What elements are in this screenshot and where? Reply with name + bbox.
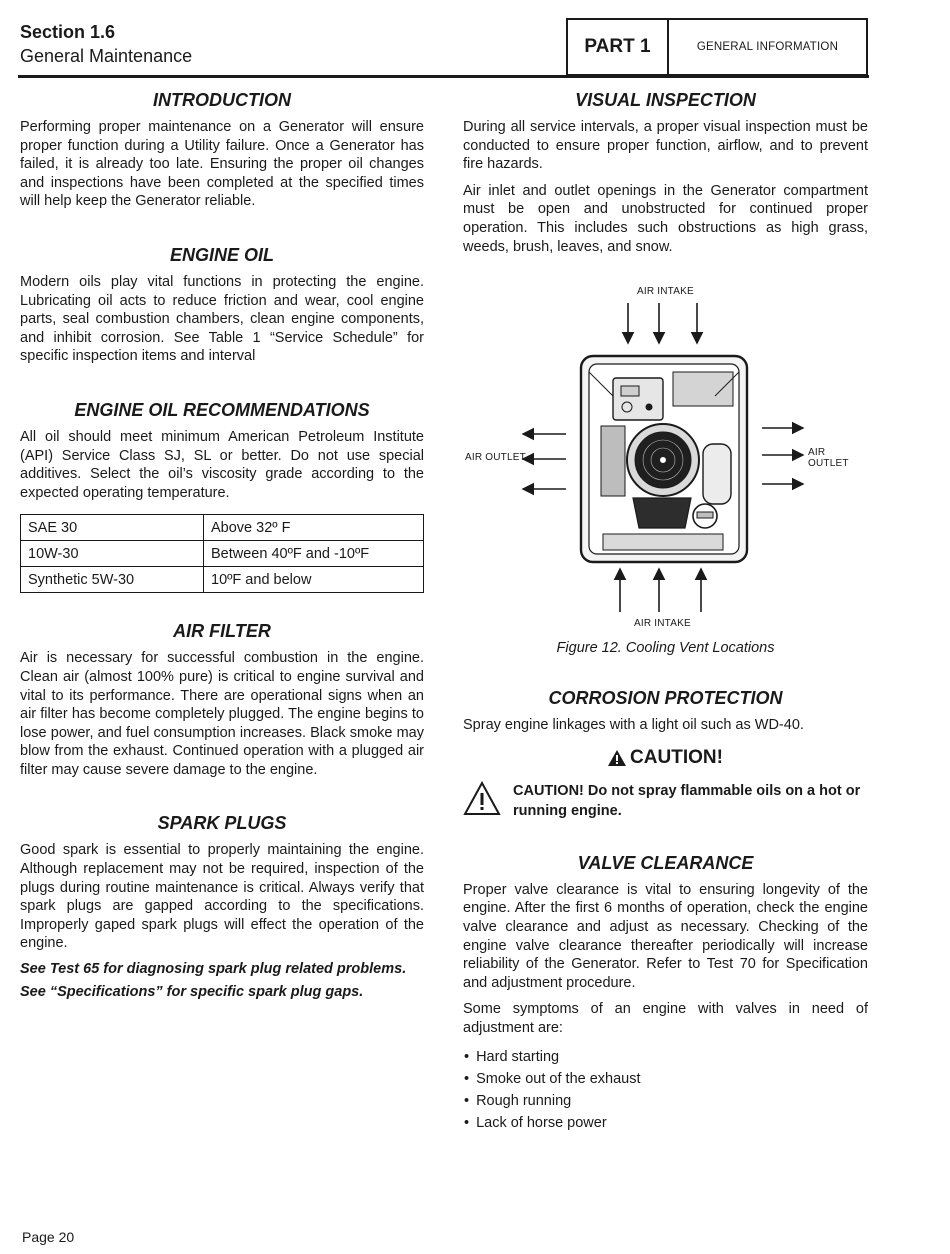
section-title: General Maintenance [20,46,193,66]
oil-recommendations-text: All oil should meet minimum American Petroleum Institute (API) Service Class SJ, SL or better. Do not use special additives. Select the oil’s viscosity grade according to the expected operating temperature. [20,428,424,501]
oil-viscosity-table [20,514,424,593]
page-number: Page 20 [22,1229,75,1245]
spark-plug-note-test: See Test 65 for diagnosing spark plug related problems. [20,961,407,978]
table-cell-grade: Synthetic 5W-30 [21,567,204,593]
engine-oil-text: Modern oils play vital functions in protecting the engine. Lubricating oil acts to reduce friction and wear, cool engine parts, seal combustion chambers, clean engine components, and inhibit corrosion. See Table 1 “Service Schedule” for specific inspection items and interval [20,273,424,365]
air-intake-bottom-label: AIR INTAKE [634,618,691,630]
warning-triangle-icon [463,781,501,817]
air-outlet-right-label: AIR OUTLET [808,447,849,470]
generator-diagram-svg [463,276,868,636]
table-cell-grade: SAE 30 [21,515,204,541]
left-column [20,88,424,1004]
spark-plug-note-specs: See “Specifications” for specific spark plug gaps. [20,984,364,1001]
table-cell-grade: 10W-30 [21,541,204,567]
list-item: • Hard starting [463,1046,868,1068]
caution-box [463,781,868,821]
valve-clearance-text-1: Proper valve clearance is vital to ensuring longevity of the engine. After the first 6 months of operation, check the engine valve clearance and adjust as necessary. Checking of the engine valve clearance thereafter periodically will increase reliability of the Generator. Refer to Test 70 for Specification and adjustment procedure. [463,881,868,991]
cooling-vent-figure [463,276,868,636]
figure-caption: Figure 12. Cooling Vent Locations [556,640,775,657]
air-outlet-left-label: AIR OUTLET [465,452,526,464]
spark-plugs-text: Good spark is essential to properly maintaining the engine. Although replacement may not be required, inspection of the plugs during routine maintenance is critical. Always verify that spark plugs are gapped according to the specifications. Improperly gaped spark plugs will effect the operation of the engine. [20,842,424,952]
list-item: • Rough running [463,1090,868,1112]
caution-title [463,747,868,769]
table-cell-temperature: Between 40ºF and -10ºF [204,541,424,567]
visual-inspection-text-2: Air inlet and outlet openings in the Generator compartment must be open and unobstructed for continued proper operation. This includes such obstructions as high grass, weeds, brush, leaves, and snow. [463,182,868,255]
introduction-text: Performing proper maintenance on a Generator will ensure proper function during a Utility failure. Once a Generator has failed, it is already too late. Ensuring the proper oil changes and inspections have been completed at the specified times will help keep the Generator reliable. [20,119,424,210]
list-item: • Lack of horse power [463,1112,868,1134]
table-row [21,567,424,593]
visual-inspection-text-1: During all service intervals, a proper visual inspection must be conducted to ensure proper function, airflow, and to prevent fire hazards. [463,119,868,173]
air-filter-text: Air is necessary for successful combustion in the engine. Clean air (almost 100% pure) is critical to engine survival and vital to its performance. There are operational signs when an air filter has become completely plugged. The engine begins to lose power, and fuel consumption increases. Black smoke may blow from the exhaust. Continued operation with a plugged air filter may cause severe damage to the engine. [20,650,424,778]
oil-recommendations-heading: ENGINE OIL RECOMMENDATIONS [74,399,370,420]
part-title: GENERAL INFORMATION [696,41,839,53]
caution-title-text: CAUTION! [630,746,723,768]
spark-plugs-heading: SPARK PLUGS [157,813,287,834]
table-row [21,515,424,541]
section-number: Section 1.6 [20,22,116,42]
table-cell-temperature: 10ºF and below [204,567,424,593]
generator-enclosure [581,356,747,562]
air-intake-top-label: AIR INTAKE [637,286,694,298]
caution-text: CAUTION! Do not spray flammable oils on a hot or running engine. [513,782,861,819]
part-label: PART 1 [568,20,669,74]
right-column [463,88,868,1134]
visual-inspection-heading: VISUAL INSPECTION [575,90,756,110]
warning-icon [608,750,626,766]
symptom-list [463,1046,868,1134]
introduction-heading: INTRODUCTION [153,90,291,110]
valve-clearance-text-2: Some symptoms of an engine with valves in need of adjustment are: [463,1001,868,1036]
corrosion-protection-heading: CORROSION PROTECTION [548,688,783,709]
table-cell-temperature: Above 32º F [204,515,424,541]
part-box [566,18,868,76]
header-rule [18,75,869,78]
list-item: • Smoke out of the exhaust [463,1068,868,1090]
table-row [21,541,424,567]
engine-oil-heading: ENGINE OIL [169,244,274,265]
corrosion-protection-text: Spray engine linkages with a light oil such as WD-40. [463,717,804,734]
air-filter-heading: AIR FILTER [173,621,271,642]
valve-clearance-heading: VALVE CLEARANCE [577,852,754,873]
